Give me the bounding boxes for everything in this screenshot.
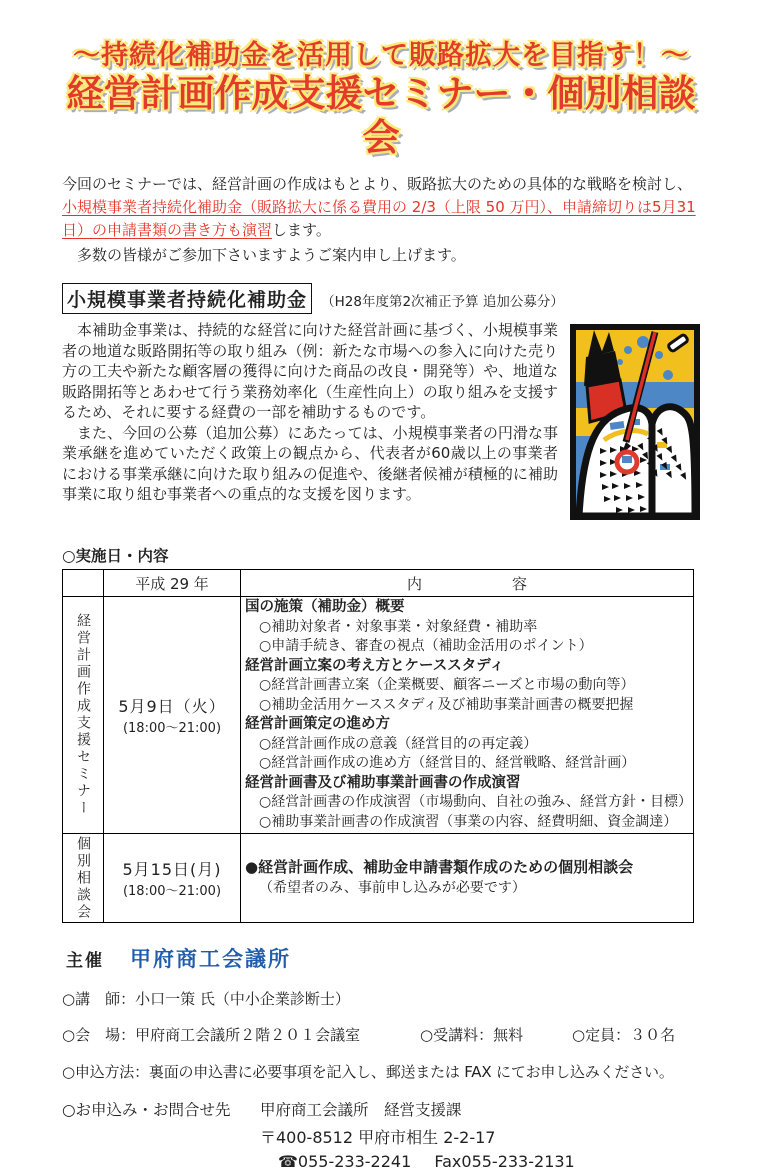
intro-red-underlined-text: 小規模事業者持続化補助金（販路拡大に係る費用の 2/3（上限 50 万円）、申請締切りは5月31日）の申請書類の書き方も演習	[62, 198, 696, 240]
page-title-line1: ～持続化補助金を活用して販路拡大を目指す！～	[73, 40, 689, 71]
subsidy-section	[62, 283, 700, 528]
fax-number: Fax055-233-2131	[434, 1152, 575, 1171]
seminar-time: (18:00～21:00)	[122, 721, 222, 737]
fee-line: ○受講料：無料	[420, 1026, 524, 1045]
intro-paragraph	[62, 173, 700, 242]
agenda-section-heading: 経営計画立案の考え方とケーススタディ	[245, 657, 505, 674]
agenda-section-heading: 経営計画書及び補助事業計画書の作成演習	[245, 774, 521, 791]
pen-and-notebook-illustration	[570, 324, 700, 524]
agenda-section-heading: 国の施策（補助金）概要	[245, 599, 405, 616]
consultation-note: （希望者のみ、事前申し込みが必要です）	[259, 880, 526, 897]
title-block	[62, 40, 700, 159]
lecturer-line: ○講 師：小口一策 氏（中小企業診断士）	[62, 990, 350, 1009]
schedule-corner-cell	[63, 570, 104, 597]
page-title-line2: 経営計画作成支援セミナー・個別相談会	[66, 71, 696, 159]
intro-invitation-line: 多数の皆様がご参加下さいますようご案内申し上げます。	[62, 246, 466, 265]
subsidy-paragraph-2: また、今回の公募（追加公募）にあたっては、小規模事業者の円滑な事業承継を進めていただく政策上の観点から、代表者が60歳以上の事業者における事業承継に向けた取り組みの促進や、後継者候補が積極的に補助事業に取り組む事業者への重点的な支援を図ります。	[62, 423, 558, 504]
agenda-item: ○経営計画書立案（企業概要、顧客ニーズと市場の動向等）	[259, 677, 635, 694]
organizer-line	[66, 943, 700, 973]
consultation-time: (18:00～21:00)	[122, 884, 222, 900]
schedule-header-row	[63, 570, 694, 597]
contact-line	[62, 1098, 700, 1120]
organizer-name: 甲府商工会議所	[130, 947, 291, 972]
schedule-content-header: 内 容	[241, 570, 694, 597]
consultation-title: ●経営計画作成、補助金申請書類作成のための個別相談会	[245, 858, 634, 877]
agenda-item: ○申請手続き、審査の視点（補助金活用のポイント）	[259, 638, 593, 655]
seminar-category-cell	[63, 597, 104, 834]
subsidy-paragraph-1: 本補助金事業は、持続的な経営に向けた経営計画に基づく、小規模事業者の地道な販路開拓等の取り組み（例：新たな市場への参入に向けた売り方の工夫や新たな顧客層の獲得に向けた商品の改良・開発等）や、地道な販路開拓等とあわせて行う業務効率化（生産性向上）の取り組みを支援するため、それに要する経費の一部を補助するものです。	[62, 321, 558, 422]
seminar-date: 5月9日（火）	[118, 697, 226, 717]
consultation-content-cell	[241, 834, 694, 923]
venue-fee-capacity-row	[62, 1024, 700, 1045]
intro-text-tail: します。	[272, 221, 331, 240]
organizer-label: 主催	[66, 951, 104, 972]
contact-address: 〒400-8512 甲府市相生 2-2-17	[260, 1128, 496, 1148]
consultation-date: 5月15日(月)	[122, 860, 222, 880]
agenda-item: ○補助金活用ケーススタディ及び補助事業計画書の概要把握	[259, 696, 634, 713]
agenda-item: ○経営計画書の作成演習（市場動向、自社の強み、経営方針・目標）	[259, 794, 693, 811]
agenda-item: ○経営計画作成の意義（経営目的の再定義）	[259, 735, 538, 752]
schedule-heading: ○実施日・内容	[62, 547, 169, 566]
schedule-table	[62, 569, 694, 923]
capacity-line: ○定員：３０名	[572, 1026, 676, 1045]
contact-label: ○お申込み・お問合せ先	[62, 1101, 231, 1120]
consultation-category-label: 個別相談会	[75, 835, 91, 921]
seminar-row	[63, 597, 694, 834]
intro-text-lead: 今回のセミナーでは、経営計画の作成はもとより、販路拡大のための具体的な戦略を検討し、	[62, 175, 693, 194]
subsidy-heading-note: （H28年度第2次補正予算 追加公募分）	[321, 294, 564, 311]
consultation-date-cell	[104, 834, 241, 923]
agenda-item: ○補助事業計画書の作成演習（事業の内容、経費明細、資金調達）	[259, 813, 678, 830]
phone-number: ☎055-233-2241	[278, 1152, 412, 1171]
contact-phone-fax-line	[278, 1152, 700, 1171]
seminar-content-cell	[241, 597, 694, 834]
agenda-item: ○経営計画作成の進め方（経営目的、経営戦略、経営計画）	[259, 755, 636, 772]
subsidy-boxed-heading: 小規模事業者持続化補助金	[62, 283, 312, 314]
contact-block	[62, 1098, 700, 1171]
subsidy-section-heading	[62, 283, 700, 314]
venue-line: ○会 場：甲府商工会議所２階２０１会議室	[62, 1026, 361, 1045]
agenda-section-heading: 経営計画策定の進め方	[245, 716, 390, 733]
agenda-item: ○補助対象者・対象事業・対象経費・補助率	[259, 618, 538, 635]
schedule-year-header: 平成 29 年	[104, 570, 241, 597]
seminar-category-label: 経営計画作成支援セミナー	[75, 613, 91, 818]
subsidy-body	[62, 320, 700, 528]
apply-method-line: ○申込方法：裏面の申込書に必要事項を記入し、郵送または FAX にてお申し込みください。	[62, 1063, 674, 1082]
consultation-row	[63, 834, 694, 923]
consultation-category-cell	[63, 834, 104, 923]
seminar-date-cell	[104, 597, 241, 834]
contact-name: 甲府商工会議所 経営支援課	[260, 1101, 462, 1120]
